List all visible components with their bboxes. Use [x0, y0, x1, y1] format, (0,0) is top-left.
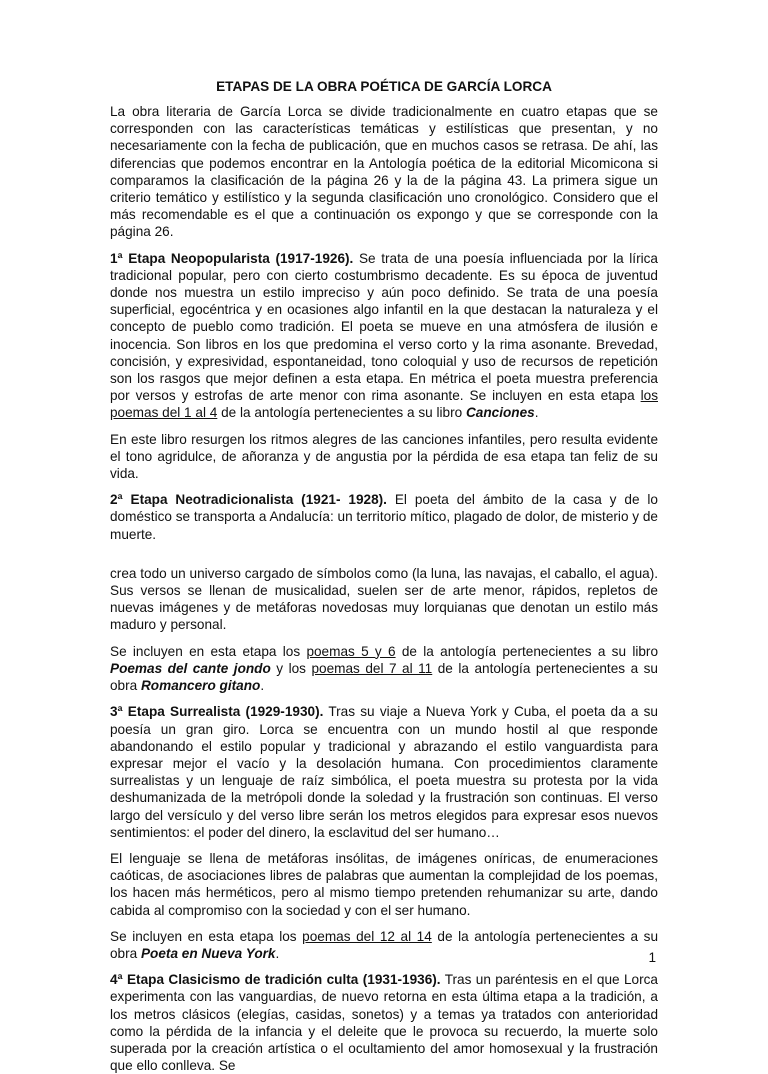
etapa1-text2: de la antología pertenecientes a su libro	[217, 405, 466, 421]
page-number: 1	[648, 950, 656, 965]
etapa3-inc-b: de la antología pertenecientes a su obra	[110, 928, 659, 961]
etapa3-poems-ref: poemas del 12 al 14	[302, 928, 432, 944]
etapa1-heading: 1ª Etapa Neopopularista (1917-1926).	[110, 250, 354, 266]
etapa1-poems-ref: los poemas del 1 al 4	[110, 388, 658, 421]
etapa3-inc-a: Se incluyen en esta etapa los	[110, 928, 303, 944]
etapa3-extra-paragraph: El lenguaje se llena de metáforas insólitas, de imágenes oníricas, de enumeraciones caóticas, de asociaciones libres de palabras que aumentan la complejidad de los poemas, los hacen más herméticos, pero al mismo tiempo pretenden rehumanizar su arte, dando cabida al compromiso con la sociedad y con el ser humano.	[110, 850, 658, 918]
intro-paragraph: La obra literaria de García Lorca se divide tradicionalmente en cuatro etapas que se corresponden con las características temáticas y estilísticas que presentan, y no necesariamente con la fecha de publicación, que en muchos casos se retrasa. De ahí, las diferencias que podemos encontrar en la Antología poética de la editorial Micomicona si comparamos la clasificación de la página 26 y la de la página 43. La primera sigue un criterio temático y estilístico y la segunda clasificación uno cronológico. Considero que el más recomendable es el que a continuación os expongo y que se corresponde con la página 26.	[110, 104, 658, 240]
etapa1-extra-paragraph: En este libro resurgen los ritmos alegres de las canciones infantiles, pero resulta evidente el tono agridulce, de añoranza y de angustia por la pérdida de esa etapa tan feliz de su vida.	[110, 431, 658, 482]
etapa3-end: .	[275, 945, 280, 961]
etapa1-paragraph	[110, 250, 658, 422]
etapa3-heading: 3ª Etapa Surrealista (1929-1930).	[110, 704, 324, 720]
etapa3-book: Poeta en Nueva York	[140, 945, 276, 961]
etapa1-book: Canciones	[465, 405, 535, 421]
etapa2-end: .	[260, 678, 265, 694]
etapa2-inc-a: Se incluyen en esta etapa los	[110, 643, 307, 659]
etapa4-heading: 4ª Etapa Clasicismo de tradición culta (1931-1936).	[110, 972, 441, 988]
etapa2-poems-ref-a: poemas 5 y 6	[306, 643, 396, 659]
etapa2-inclusion-paragraph	[110, 643, 658, 695]
etapa2-heading: 2ª Etapa Neotradicionalista (1921- 1928).	[110, 492, 387, 508]
etapa2-book-b: Romancero gitano	[140, 678, 261, 694]
etapa2-inc-c: y los	[270, 660, 312, 676]
etapa2-poems-ref-b: poemas del 7 al 11	[311, 660, 433, 676]
etapa1-text: Se trata de una poesía influenciada por la lírica tradicional popular, pero con cierto costumbrismo decadente. Es su época de juventud donde nos muestra un estilo impreciso y aún poco definido. Se trata de una poesía superficial, egocéntrica y en ocasiones algo infantil en la que destacan la naturaleza y el concepto de pueblo como tradición. El poeta se mueve en una atmósfera de ilusión e inocencia. Son libros en los que predomina el verso corto y la rima asonante. Brevedad, concisión, y expresividad, espontaneidad, tono coloquial y uso de recursos de repetición son los rasgos que mejor definen a esta etapa. En métrica el poeta muestra preferencia por versos y estrofas de arte menor con rima asonante. Se incluyen en esta etapa	[110, 250, 658, 404]
blank-gap	[110, 543, 658, 565]
etapa4-paragraph	[110, 971, 658, 1074]
etapa3-paragraph	[110, 703, 658, 841]
etapa3-text: Tras su viaje a Nueva York y Cuba, el poeta da a su poesía un gran giro. Lorca se encuentra con un mundo hostil al que responde abandonando el estilo popular y tradicional y abrazando el estilo vanguardista para expresar mejor el vacío y la desolación humana. Con procedimientos claramente surrealistas y un lenguaje de raíz simbólica, el poeta muestra su protesta por la vida deshumanizada de la metrópoli donde la soledad y la frustración son continuas. El verso largo del versículo y del verso libre serán los metros elegidos para expresar esos nuevos sentimientos: el poder del dinero, la esclavitud del ser humano…	[110, 704, 658, 840]
etapa2-paragraph	[110, 491, 658, 543]
etapa4-text: Tras un paréntesis en el que Lorca experimenta con las vanguardias, de nuevo retorna en esta última etapa a la tradición, a los metros clásicos (elegías, casidas, sonetos) y a temas ya tratados con anterioridad como la pérdida de la infancia y el deleite que le provoca su recuerdo, la muerte solo superada por la creación artística o el ocultamiento del amor homosexual y la frustración que ello conlleva. Se	[110, 972, 658, 1074]
etapa2-inc-b: de la antología pertenecientes a su libro	[395, 643, 658, 659]
etapa1-end: .	[534, 405, 539, 421]
etapa2-inc-d: de la antología pertenecientes a su obra	[110, 660, 658, 694]
etapa2-book-a: Poemas del cante jondo	[110, 660, 271, 676]
etapa2-continuation: crea todo un universo cargado de símbolos como (la luna, las navajas, el caballo, el agua). Sus versos se llenan de musicalidad, suelen ser de arte menor, rápidos, repletos de nuevas imágenes y de metáforas novedosas muy lorquianas que denotan un estilo más maduro y personal.	[110, 565, 658, 633]
etapa2-text: El poeta del ámbito de la casa y de lo doméstico se transporta a Andalucía: un territorio mítico, plagado de dolor, de misterio y de muerte.	[110, 492, 658, 542]
document-title: ETAPAS DE LA OBRA POÉTICA DE GARCÍA LORCA	[216, 79, 552, 94]
etapa3-inclusion-paragraph	[110, 928, 658, 962]
